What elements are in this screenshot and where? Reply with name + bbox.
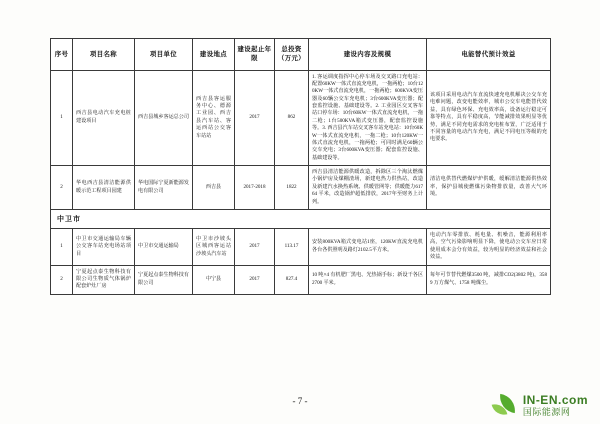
cell-place: 西吉县 (193, 166, 235, 210)
watermark-text (523, 394, 588, 417)
cell-no: 2 (51, 265, 73, 294)
cell-effect: 电动汽车零排放、耗电量、机噪音，能源利用率高，空气污染影响明显下降，使电动公交车应日常使用成本会分有效益，较为明显的经济效益和社会效益。 (427, 229, 551, 266)
page-number: - 7 - (292, 396, 308, 406)
header-cell-money: 总投资（万元） (275, 39, 309, 71)
cell-money: 1822 (275, 166, 309, 210)
project-table (50, 38, 551, 295)
cell-year: 2017 (235, 265, 275, 294)
table-row (51, 265, 551, 294)
cell-place: 西吉县客运服务中心、德源工业园、西吉县汽车站、客运西站公交客车站站 (193, 70, 235, 166)
cell-name: 宁夏起点泰生物科技有限公司生物质气体锅炉配套炉灶厂房 (73, 265, 135, 294)
cell-money: 862 (275, 70, 309, 166)
cell-place: 中宁县 (193, 265, 235, 294)
cell-unit: 宁夏起点泰生物科技有限公司 (135, 265, 193, 294)
cell-year: 2017 (235, 229, 275, 266)
cell-name: 中卫市交通运输局车辆公交客车站充电场站项目 (73, 229, 135, 266)
cell-no: 1 (51, 70, 73, 166)
cell-name: 西吉县电动汽车充电桩建设项目 (73, 70, 135, 166)
leaf-icon (493, 394, 519, 418)
cell-money: 827.4 (275, 265, 309, 294)
section-title: 中卫市 (51, 209, 551, 228)
table-row (51, 166, 551, 210)
table-row (51, 229, 551, 266)
cell-year: 2017 (235, 70, 275, 166)
table-section-row (51, 209, 551, 228)
header-cell-desc: 建设内容及规模 (309, 39, 427, 71)
cell-desc: 1. 客运调度指挥中心停车场及交叉路口充电站：配置60KW一体式直流充电机，一拖两枪；10台120KW一体式直流充电机，一拖两枪；600KVA变压器及60辆公交车充电机；3台600KVA变压器；配套监控设施、基础建设等。2. 工业园区交叉客车站口停车场：10台60KW一体式直流充电机，一拖二枪；1台500KVA箱式变压器，配套监控设施等。3. 西吉县汽车站交叉客车站充电站：10台60KW一体式直流充电机，一拖二枪；10台120KW一体式直流充电机，一拖两枪；可同时满足60辆公交车充电；3台600KVA变压器；配套监控设施、基础建设等。 (309, 70, 427, 166)
header-cell-name: 项目名称 (73, 39, 135, 71)
table-header (51, 39, 551, 71)
header-cell-unit: 项目单位 (135, 39, 193, 71)
cell-unit: 华电国际宁夏新能源发电有限公司 (135, 166, 193, 210)
cell-money: 113.17 (275, 229, 309, 266)
watermark-en: IN-EN.com (522, 393, 588, 408)
cell-effect: 该项目采用电动汽车直流快速充电机解决公交车充电难问题，改变电能效率，城市公交车电能替代效益，具有绿色环保、充电效率高，设备运行稳定可靠等特点，具有平稳度高，节能减排效果明显等优势，满足不同充电需求的充电桩布置，广泛适用于不同容量的电动汽车充电，满足不同电压等级的充电要求。 (427, 70, 551, 166)
table-row (51, 70, 551, 166)
cell-unit: 中卫市交通运输局 (135, 229, 193, 266)
cell-no: 2 (51, 166, 73, 210)
cell-no: 1 (51, 229, 73, 266)
watermark (493, 394, 588, 418)
cell-unit: 西吉县城乡客运总公司 (135, 70, 193, 166)
table-header-row (51, 39, 551, 71)
cell-name: 华电西吉县清洁能源供暖示范工程项目园建 (73, 166, 135, 210)
header-cell-no: 序号 (51, 39, 73, 71)
cell-desc: 10 吨×4 有机肥厂黑电、光热锅手标；新设干各区 2700 平米。 (309, 265, 427, 294)
cell-year: 2017-2018 (235, 166, 275, 210)
cell-desc: 西吉县清洁能源供暖改造，拆除区三个淘汰燃煤小锅炉房及煤棚渣场，新建电热力供热站，改造及新建汽水换热系统、供暖管网等；供暖能力61764 平米，改造锅炉超低排放，2017年至财务上计列。 (309, 166, 427, 210)
header-cell-effect: 电能替代预计效益 (427, 39, 551, 71)
cell-effect: 每年可节替代燃煤3500 吨，减排CO2(3802 吨)，3589 万方煤气、1758 吨煤尘。 (427, 265, 551, 294)
cell-place: 中卫市沙坡头区城西客运站沙坡头汽车站 (193, 229, 235, 266)
cell-desc: 安装800KVA箱式变电站1座，120KW直流充电机各台各供照明及路灯2102.5平方米。 (309, 229, 427, 266)
cell-effect: 清洁电供替代燃煤炉炉供暖，缓解清洁能源供热效率，保护县城使燃煤污染物排放量，改善大气环境。 (427, 166, 551, 210)
table-body (51, 70, 551, 294)
watermark-cn: 国际能源网 (522, 406, 571, 417)
header-cell-year: 建设起止年限 (235, 39, 275, 71)
header-cell-place: 建设地点 (193, 39, 235, 71)
